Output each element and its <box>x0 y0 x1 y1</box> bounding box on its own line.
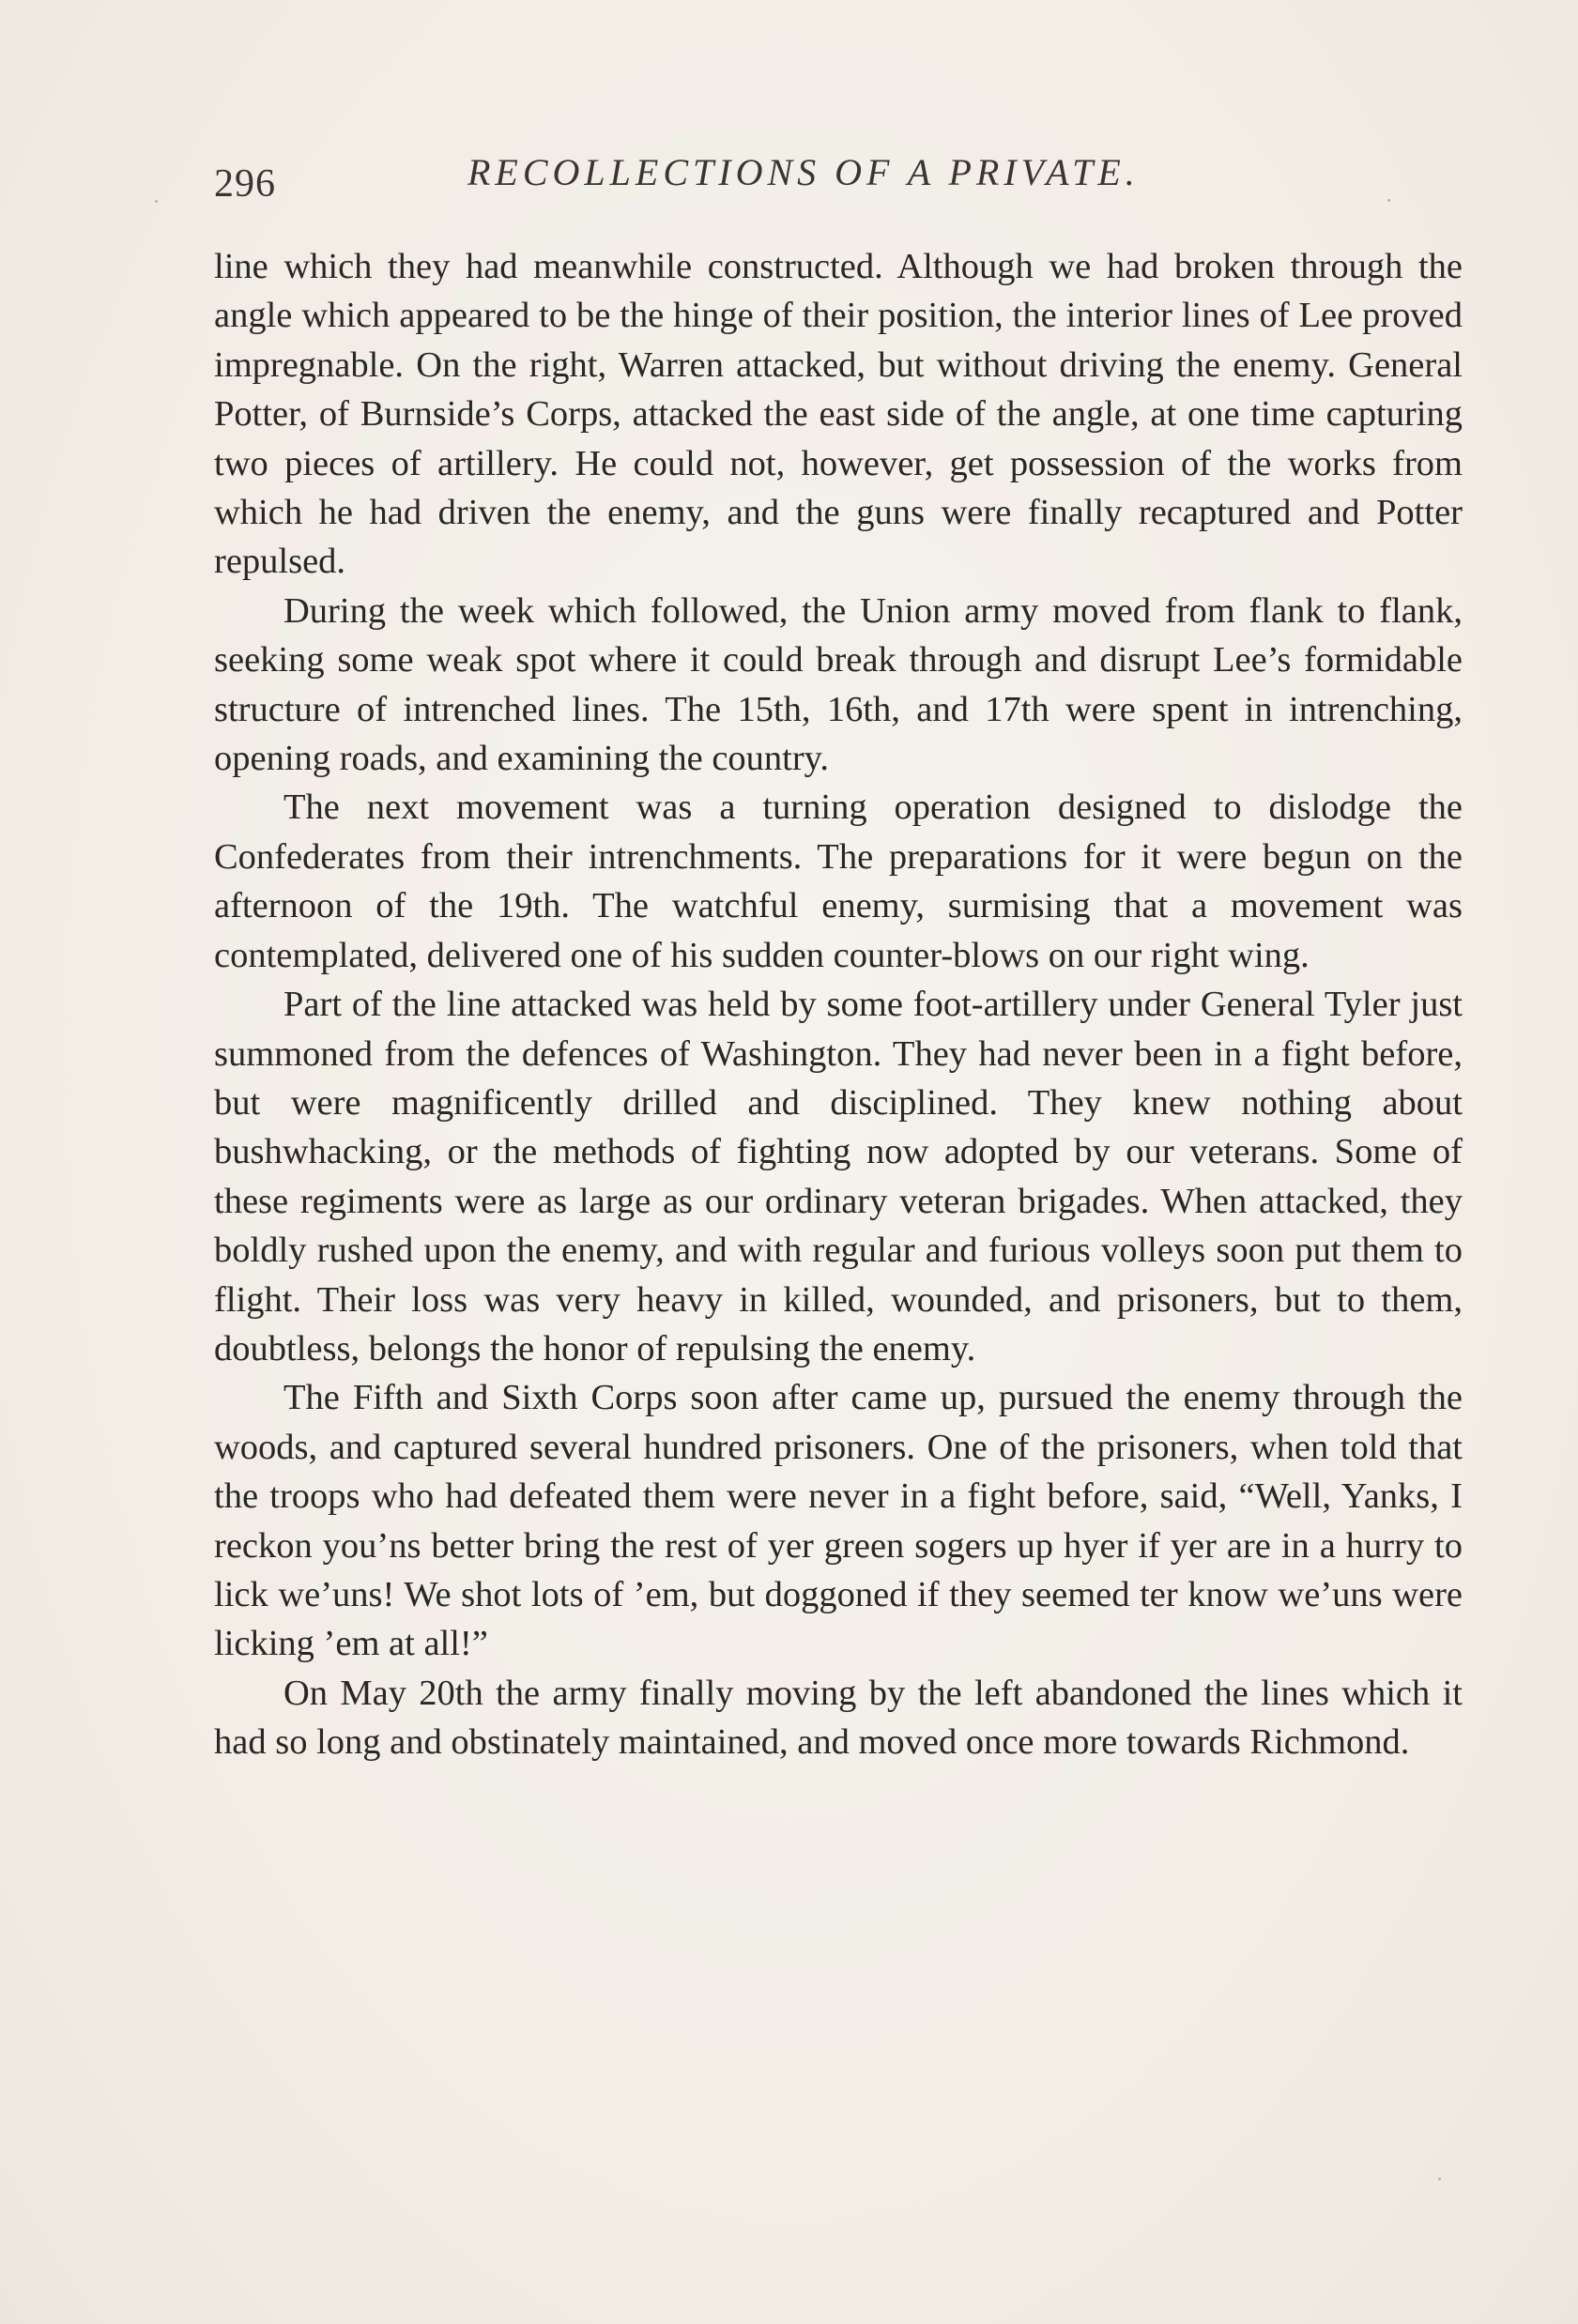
paragraph: On May 20th the army finally moving by the left abandoned the lines which it had so long and obstinately maintained, and moved once more towards Richmond. <box>214 1673 1463 1763</box>
page-number: 296 <box>214 162 276 206</box>
paragraph: The Fifth and Sixth Corps soon after came up, pursued the enemy through the woods, and captured several hundred prisoners. One of the prisoners, when told that the troops who had defeated them were never in a fight before, said, “Well, Yanks, I reckon you’ns better bring the rest of yer green sogers up hyer if yer are in a hurry to lick we’uns! We shot lots of ’em, but doggoned if they seemed ter know we’uns were licking ’em at all!” <box>214 1378 1463 1664</box>
paper-speck <box>155 200 158 203</box>
paragraph: Part of the line attacked was held by some foot-artillery under General Tyler just summoned from the defences of Washington. They had never been in a fight before, but were magnificently drilled and disciplined. They knew nothing about bushwhacking, or the methods of fighting now adopted by our veterans. Some of these regiments were as large as our ordinary veteran brigades. When attacked, they boldly rushed upon the enemy, and with regular and furious volleys soon put them to flight. Their loss was very heavy in killed, wounded, and prisoners, but to them, doubtless, belongs the honor of repulsing the enemy. <box>214 985 1463 1368</box>
page-header <box>214 141 1509 206</box>
paragraph-continued: line which they had meanwhile constructed. Although we had broken through the angle which appeared to be the hinge of their position, the interior lines of Lee proved impregnable. On the right, Warren attacked, but without driving the enemy. General Potter, of Burnside’s Corps, attacked the east side of the angle, at one time capturing two pieces of artillery. He could not, however, get possession of the works from which he had driven the enemy, and the guns were finally recaptured and Potter repulsed. <box>214 247 1463 582</box>
paper-speck <box>1438 2178 1441 2180</box>
body-text <box>214 242 1463 1767</box>
paragraph: The next movement was a turning operation designed to dislodge the Confederates from their intrenchments. The preparations for it were begun on the afternoon of the 19th. The watchful enemy, surmising that a movement was contemplated, delivered one of his sudden counter-blows on our right wing. <box>214 787 1463 975</box>
running-head: RECOLLECTIONS OF A PRIVATE. <box>467 151 1140 193</box>
paragraph: During the week which followed, the Union army moved from flank to flank, seeking some weak spot where it could break through and disrupt Lee’s formidable structure of intrenched lines. The 15th, 16th, and 17th were spent in intrenching, opening roads, and examining the country. <box>214 590 1463 779</box>
paper-speck <box>1387 199 1390 202</box>
